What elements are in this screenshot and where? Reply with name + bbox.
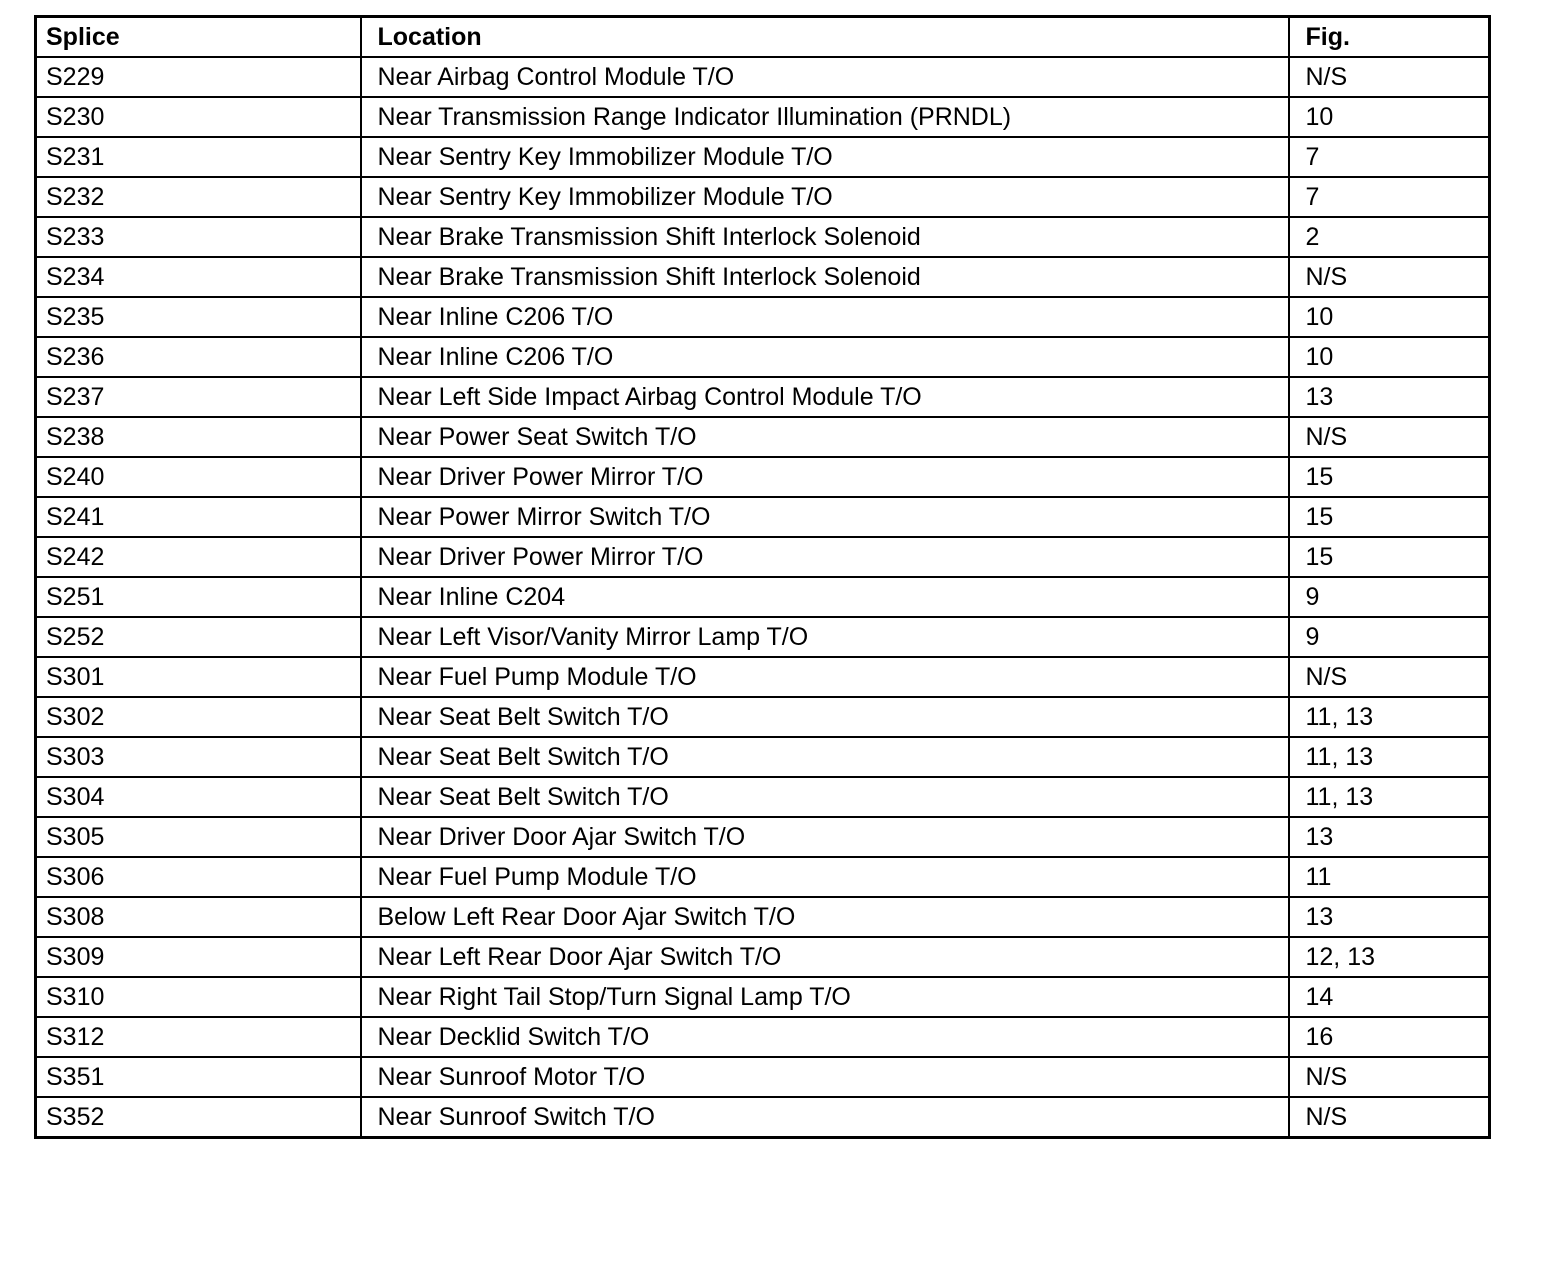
fig-cell: 15 <box>1289 537 1490 577</box>
splice-cell: S252 <box>36 617 361 657</box>
location-cell: Near Left Visor/Vanity Mirror Lamp T/O <box>361 617 1289 657</box>
location-cell: Near Left Side Impact Airbag Control Module T/O <box>361 377 1289 417</box>
splice-cell: S303 <box>36 737 361 777</box>
fig-cell: 15 <box>1289 457 1490 497</box>
header-row <box>36 17 1490 58</box>
location-cell: Near Seat Belt Switch T/O <box>361 777 1289 817</box>
splice-cell: S312 <box>36 1017 361 1057</box>
location-cell: Near Driver Power Mirror T/O <box>361 537 1289 577</box>
location-cell: Near Inline C206 T/O <box>361 337 1289 377</box>
fig-cell: 12, 13 <box>1289 937 1490 977</box>
table-row <box>36 537 1490 577</box>
splice-cell: S235 <box>36 297 361 337</box>
table-row <box>36 1017 1490 1057</box>
location-cell: Near Decklid Switch T/O <box>361 1017 1289 1057</box>
location-cell: Below Left Rear Door Ajar Switch T/O <box>361 897 1289 937</box>
splice-cell: S309 <box>36 937 361 977</box>
fig-cell: 10 <box>1289 337 1490 377</box>
location-cell: Near Seat Belt Switch T/O <box>361 697 1289 737</box>
fig-cell: 10 <box>1289 297 1490 337</box>
location-cell: Near Sentry Key Immobilizer Module T/O <box>361 177 1289 217</box>
location-cell: Near Airbag Control Module T/O <box>361 57 1289 97</box>
location-cell: Near Seat Belt Switch T/O <box>361 737 1289 777</box>
fig-cell: N/S <box>1289 1057 1490 1097</box>
splice-cell: S351 <box>36 1057 361 1097</box>
splice-cell: S240 <box>36 457 361 497</box>
fig-cell: N/S <box>1289 257 1490 297</box>
splice-cell: S308 <box>36 897 361 937</box>
location-cell: Near Brake Transmission Shift Interlock Solenoid <box>361 217 1289 257</box>
splice-cell: S310 <box>36 977 361 1017</box>
splice-cell: S233 <box>36 217 361 257</box>
fig-cell: N/S <box>1289 57 1490 97</box>
fig-cell: 7 <box>1289 177 1490 217</box>
splice-cell: S302 <box>36 697 361 737</box>
fig-cell: N/S <box>1289 417 1490 457</box>
table-row <box>36 977 1490 1017</box>
fig-cell: 13 <box>1289 897 1490 937</box>
table-row <box>36 137 1490 177</box>
table-row <box>36 377 1490 417</box>
table-header <box>36 17 1490 58</box>
location-cell: Near Power Mirror Switch T/O <box>361 497 1289 537</box>
table-row <box>36 337 1490 377</box>
splice-cell: S231 <box>36 137 361 177</box>
table-row <box>36 1057 1490 1097</box>
location-cell: Near Sunroof Motor T/O <box>361 1057 1289 1097</box>
column-header-location: Location <box>361 17 1289 58</box>
table-row <box>36 57 1490 97</box>
table-row <box>36 417 1490 457</box>
table-row <box>36 457 1490 497</box>
fig-cell: N/S <box>1289 1097 1490 1138</box>
splice-cell: S238 <box>36 417 361 457</box>
table-row <box>36 817 1490 857</box>
table-body <box>36 57 1490 1138</box>
splice-cell: S352 <box>36 1097 361 1138</box>
splice-cell: S305 <box>36 817 361 857</box>
fig-cell: 13 <box>1289 817 1490 857</box>
splice-cell: S232 <box>36 177 361 217</box>
table-row <box>36 777 1490 817</box>
table-row <box>36 177 1490 217</box>
location-cell: Near Driver Power Mirror T/O <box>361 457 1289 497</box>
fig-cell: 15 <box>1289 497 1490 537</box>
fig-cell: 9 <box>1289 577 1490 617</box>
location-cell: Near Sentry Key Immobilizer Module T/O <box>361 137 1289 177</box>
table-row <box>36 297 1490 337</box>
column-header-fig: Fig. <box>1289 17 1490 58</box>
splice-cell: S236 <box>36 337 361 377</box>
table-row <box>36 737 1490 777</box>
splice-location-table <box>34 15 1491 1139</box>
table-row <box>36 857 1490 897</box>
table-row <box>36 697 1490 737</box>
fig-cell: 7 <box>1289 137 1490 177</box>
table-row <box>36 657 1490 697</box>
fig-cell: 9 <box>1289 617 1490 657</box>
splice-cell: S241 <box>36 497 361 537</box>
column-header-splice: Splice <box>36 17 361 58</box>
fig-cell: 10 <box>1289 97 1490 137</box>
splice-cell: S306 <box>36 857 361 897</box>
location-cell: Near Inline C206 T/O <box>361 297 1289 337</box>
table-row <box>36 217 1490 257</box>
splice-cell: S301 <box>36 657 361 697</box>
fig-cell: 16 <box>1289 1017 1490 1057</box>
fig-cell: 11, 13 <box>1289 737 1490 777</box>
location-cell: Near Brake Transmission Shift Interlock Solenoid <box>361 257 1289 297</box>
location-cell: Near Power Seat Switch T/O <box>361 417 1289 457</box>
fig-cell: 11, 13 <box>1289 697 1490 737</box>
splice-cell: S234 <box>36 257 361 297</box>
fig-cell: 14 <box>1289 977 1490 1017</box>
fig-cell: 11 <box>1289 857 1490 897</box>
location-cell: Near Sunroof Switch T/O <box>361 1097 1289 1138</box>
fig-cell: 2 <box>1289 217 1490 257</box>
location-cell: Near Left Rear Door Ajar Switch T/O <box>361 937 1289 977</box>
fig-cell: N/S <box>1289 657 1490 697</box>
table-row <box>36 97 1490 137</box>
location-cell: Near Fuel Pump Module T/O <box>361 657 1289 697</box>
table-row <box>36 617 1490 657</box>
location-cell: Near Inline C204 <box>361 577 1289 617</box>
location-cell: Near Driver Door Ajar Switch T/O <box>361 817 1289 857</box>
table-row <box>36 577 1490 617</box>
splice-cell: S251 <box>36 577 361 617</box>
fig-cell: 13 <box>1289 377 1490 417</box>
table-row <box>36 497 1490 537</box>
splice-cell: S230 <box>36 97 361 137</box>
table-row <box>36 897 1490 937</box>
splice-cell: S229 <box>36 57 361 97</box>
table-row <box>36 1097 1490 1138</box>
splice-cell: S304 <box>36 777 361 817</box>
location-cell: Near Transmission Range Indicator Illumination (PRNDL) <box>361 97 1289 137</box>
splice-cell: S237 <box>36 377 361 417</box>
location-cell: Near Right Tail Stop/Turn Signal Lamp T/O <box>361 977 1289 1017</box>
fig-cell: 11, 13 <box>1289 777 1490 817</box>
table-row <box>36 937 1490 977</box>
location-cell: Near Fuel Pump Module T/O <box>361 857 1289 897</box>
table-row <box>36 257 1490 297</box>
splice-cell: S242 <box>36 537 361 577</box>
